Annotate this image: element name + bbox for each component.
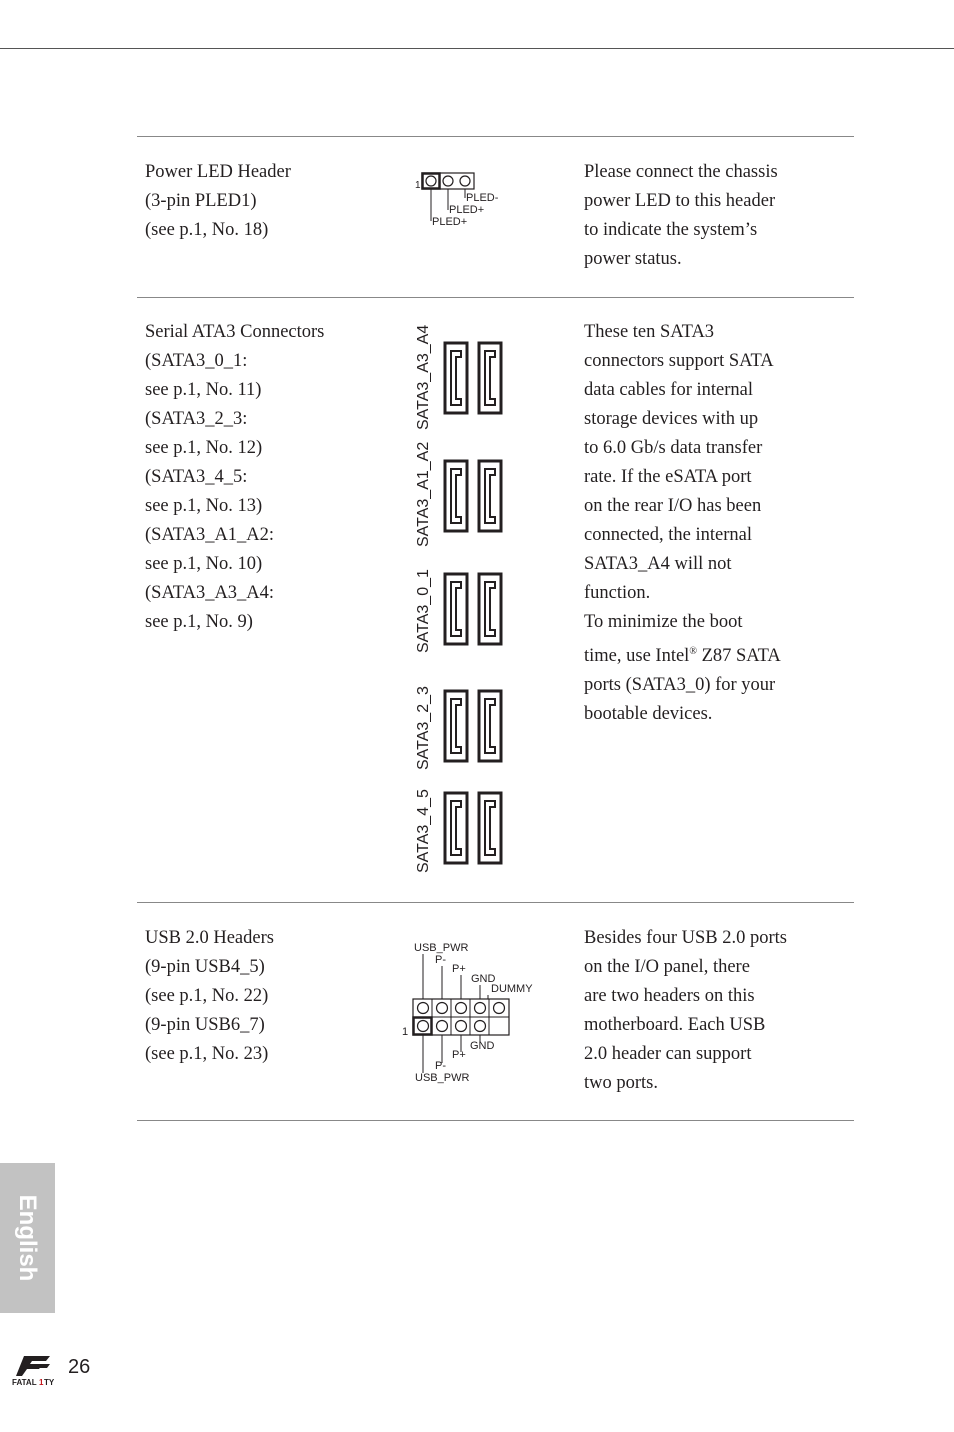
table-rule <box>137 136 854 137</box>
usb-header-diagram <box>398 938 548 1086</box>
usb-pwr-label: USB_PWR <box>414 942 469 954</box>
language-side-tab <box>0 1163 55 1313</box>
pled-minus-label: PLED- <box>466 192 499 204</box>
sata-group-label: SATA3_2_3 <box>415 686 432 770</box>
pled-pin-diagram <box>410 166 520 232</box>
sata-port-icon <box>479 793 501 863</box>
sata-port-icon <box>479 461 501 531</box>
pled-notes: Please connect the chassis power LED to this header to indicate the system’s power status. <box>584 162 778 269</box>
usb-description: USB 2.0 Headers (9-pin USB4_5) (see p.1, No. 22) (9-pin USB6_7) (see p.1, No. 23) <box>145 928 274 1064</box>
sata-connector-diagram <box>405 320 515 880</box>
dummy-label: DUMMY <box>491 983 533 995</box>
table-rule <box>137 902 854 903</box>
page-number: 26 <box>68 1356 91 1378</box>
usb-notes: Besides four USB 2.0 ports on the I/O panel, there are two headers on this motherboard. Each USB 2.0 header can support two ports. <box>584 928 787 1093</box>
p-plus-label: P+ <box>452 963 466 975</box>
sata-group-label: SATA3_0_1 <box>415 569 432 653</box>
sata-port-icon <box>445 691 467 761</box>
fatal1ty-logo <box>10 1354 64 1388</box>
sata-port-icon <box>479 691 501 761</box>
sata-group-label: SATA3_A1_A2 <box>415 441 432 547</box>
p-minus-label: P- <box>435 954 446 966</box>
sata-group-label: SATA3_4_5 <box>415 789 432 873</box>
sata-description: Serial ATA3 Connectors (SATA3_0_1: see p.1, No. 11) (SATA3_2_3: see p.1, No. 12) (SATA3_4_5: see p.1, No. 13) (SATA3_A1_A2: see p.1, No. 10) (SATA3_A3_A4: see p.1, No. 9) <box>145 322 325 632</box>
svg-text:TY: TY <box>44 1378 55 1387</box>
sata-port-icon <box>445 793 467 863</box>
pin1-label: 1 <box>402 1026 409 1038</box>
top-rule <box>0 48 954 49</box>
sata-group-label: SATA3_A3_A4 <box>415 324 432 430</box>
table-rule <box>137 297 854 298</box>
gnd-label: GND <box>471 973 496 985</box>
p-minus-label: P- <box>435 1060 446 1072</box>
table-rule <box>137 1120 854 1121</box>
pled-description: Power LED Header (3-pin PLED1) (see p.1, No. 18) <box>145 162 291 240</box>
sata-port-icon <box>479 574 501 644</box>
sata-port-icon <box>445 343 467 413</box>
pled-plus-label: PLED+ <box>432 216 468 228</box>
sata-notes: These ten SATA3 connectors support SATA data cables for internal storage devices with up to 6.0 Gb/s data transfer rate. If the eSATA port on the rear I/O has been connected, the internal SATA3_A4 will not function. To minimize the boot time, use Intel® Z87 SATA ports (SATA3_0) for your bootable devices. <box>584 322 781 725</box>
usb-pwr-label: USB_PWR <box>415 1072 470 1084</box>
svg-text:FATAL: FATAL <box>12 1378 37 1387</box>
pin1-label: 1 <box>415 180 421 191</box>
sata-port-icon <box>445 574 467 644</box>
language-label: English <box>14 1194 41 1282</box>
p-plus-label: P+ <box>452 1049 466 1061</box>
svg-text:1: 1 <box>39 1378 44 1387</box>
pled-plus-label: PLED+ <box>449 204 485 216</box>
sata-port-icon <box>445 461 467 531</box>
sata-port-icon <box>479 343 501 413</box>
gnd-label: GND <box>470 1040 495 1052</box>
